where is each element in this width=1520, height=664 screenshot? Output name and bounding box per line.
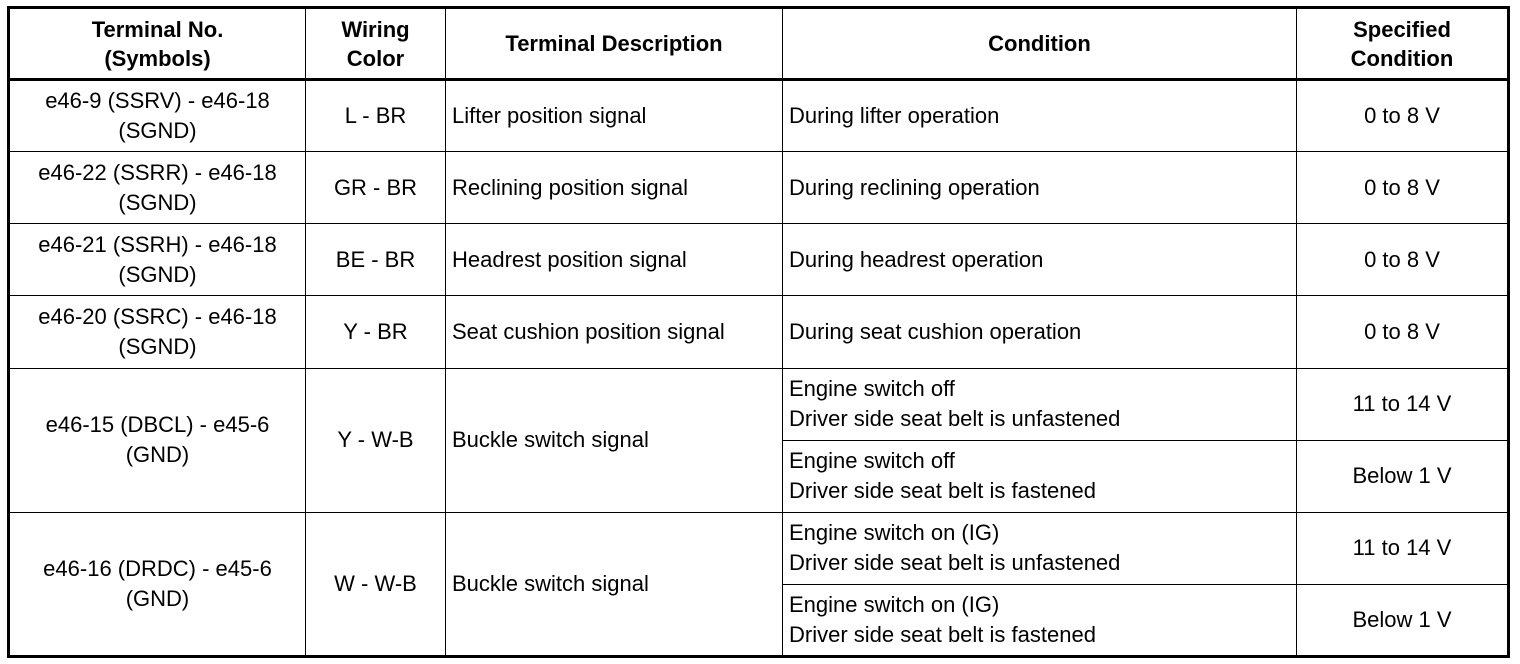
wiring-cell: GR - BR — [306, 152, 446, 224]
condition-line2: Driver side seat belt is fastened — [789, 478, 1096, 504]
header-wiring-line2: Color — [346, 45, 405, 71]
condition-cell: During seat cushion operation — [783, 296, 1297, 368]
table-row — [9, 296, 1509, 368]
terminal-line2: (SGND) — [118, 261, 197, 287]
specified-cell: Below 1 V — [1297, 440, 1509, 512]
description-cell: Seat cushion position signal — [446, 296, 783, 368]
wiring-cell: Y - BR — [306, 296, 446, 368]
table-row — [9, 224, 1509, 296]
terminal-spec-table — [7, 6, 1510, 658]
header-terminal-line2: (Symbols) — [104, 45, 211, 71]
terminal-cell — [9, 296, 306, 368]
terminal-line2: (SGND) — [118, 189, 197, 215]
wiring-cell: W - W-B — [306, 512, 446, 656]
terminal-line1: e46-16 (DRDC) - e45-6 — [43, 555, 272, 581]
header-specified — [1297, 8, 1509, 80]
header-wiring-line1: Wiring — [341, 16, 410, 42]
terminal-line2: (SGND) — [118, 118, 197, 144]
terminal-cell — [9, 80, 306, 152]
table-row — [9, 80, 1509, 152]
terminal-line1: e46-15 (DBCL) - e45-6 — [45, 412, 270, 438]
header-terminal — [9, 8, 306, 80]
terminal-cell — [9, 152, 306, 224]
specified-cell: 11 to 14 V — [1297, 368, 1509, 440]
specified-cell: 0 to 8 V — [1297, 296, 1509, 368]
condition-cell: During reclining operation — [783, 152, 1297, 224]
terminal-cell — [9, 224, 306, 296]
condition-line2: Driver side seat belt is fastened — [789, 621, 1096, 647]
specified-cell: 0 to 8 V — [1297, 224, 1509, 296]
specified-cell: 0 to 8 V — [1297, 80, 1509, 152]
condition-line2: Driver side seat belt is unfastened — [789, 550, 1121, 576]
terminal-line2: (GND) — [125, 585, 190, 611]
specified-cell: 11 to 14 V — [1297, 512, 1509, 584]
header-specified-line2: Condition — [1350, 45, 1454, 71]
terminal-line1: e46-20 (SSRC) - e46-18 — [38, 303, 277, 329]
terminal-line2: (SGND) — [118, 333, 197, 359]
description-cell: Reclining position signal — [446, 152, 783, 224]
terminal-line1: e46-22 (SSRR) - e46-18 — [38, 159, 277, 185]
wiring-cell: BE - BR — [306, 224, 446, 296]
terminal-line1: e46-21 (SSRH) - e46-18 — [38, 231, 277, 257]
header-condition: Condition — [783, 8, 1297, 80]
header-terminal-line1: Terminal No. — [91, 16, 224, 42]
condition-cell — [783, 512, 1297, 584]
header-row — [9, 8, 1509, 80]
specified-cell: 0 to 8 V — [1297, 152, 1509, 224]
terminal-line2: (GND) — [125, 442, 190, 468]
table-row — [9, 368, 1509, 440]
description-cell: Lifter position signal — [446, 80, 783, 152]
description-cell: Buckle switch signal — [446, 368, 783, 512]
header-wiring — [306, 8, 446, 80]
wiring-cell: Y - W-B — [306, 368, 446, 512]
condition-line1: Engine switch off — [789, 376, 955, 402]
condition-cell: During lifter operation — [783, 80, 1297, 152]
condition-cell — [783, 584, 1297, 656]
header-description: Terminal Description — [446, 8, 783, 80]
terminal-cell — [9, 512, 306, 656]
wiring-cell: L - BR — [306, 80, 446, 152]
header-specified-line1: Specified — [1353, 16, 1451, 42]
description-cell: Headrest position signal — [446, 224, 783, 296]
condition-line2: Driver side seat belt is unfastened — [789, 406, 1121, 432]
condition-cell — [783, 368, 1297, 440]
terminal-cell — [9, 368, 306, 512]
description-cell: Buckle switch signal — [446, 512, 783, 656]
table-row — [9, 512, 1509, 584]
condition-line1: Engine switch off — [789, 448, 955, 474]
specified-cell: Below 1 V — [1297, 584, 1509, 656]
condition-line1: Engine switch on (IG) — [789, 520, 1000, 546]
table-row — [9, 152, 1509, 224]
condition-cell: During headrest operation — [783, 224, 1297, 296]
terminal-line1: e46-9 (SSRV) - e46-18 — [45, 88, 270, 114]
condition-line1: Engine switch on (IG) — [789, 591, 1000, 617]
condition-cell — [783, 440, 1297, 512]
